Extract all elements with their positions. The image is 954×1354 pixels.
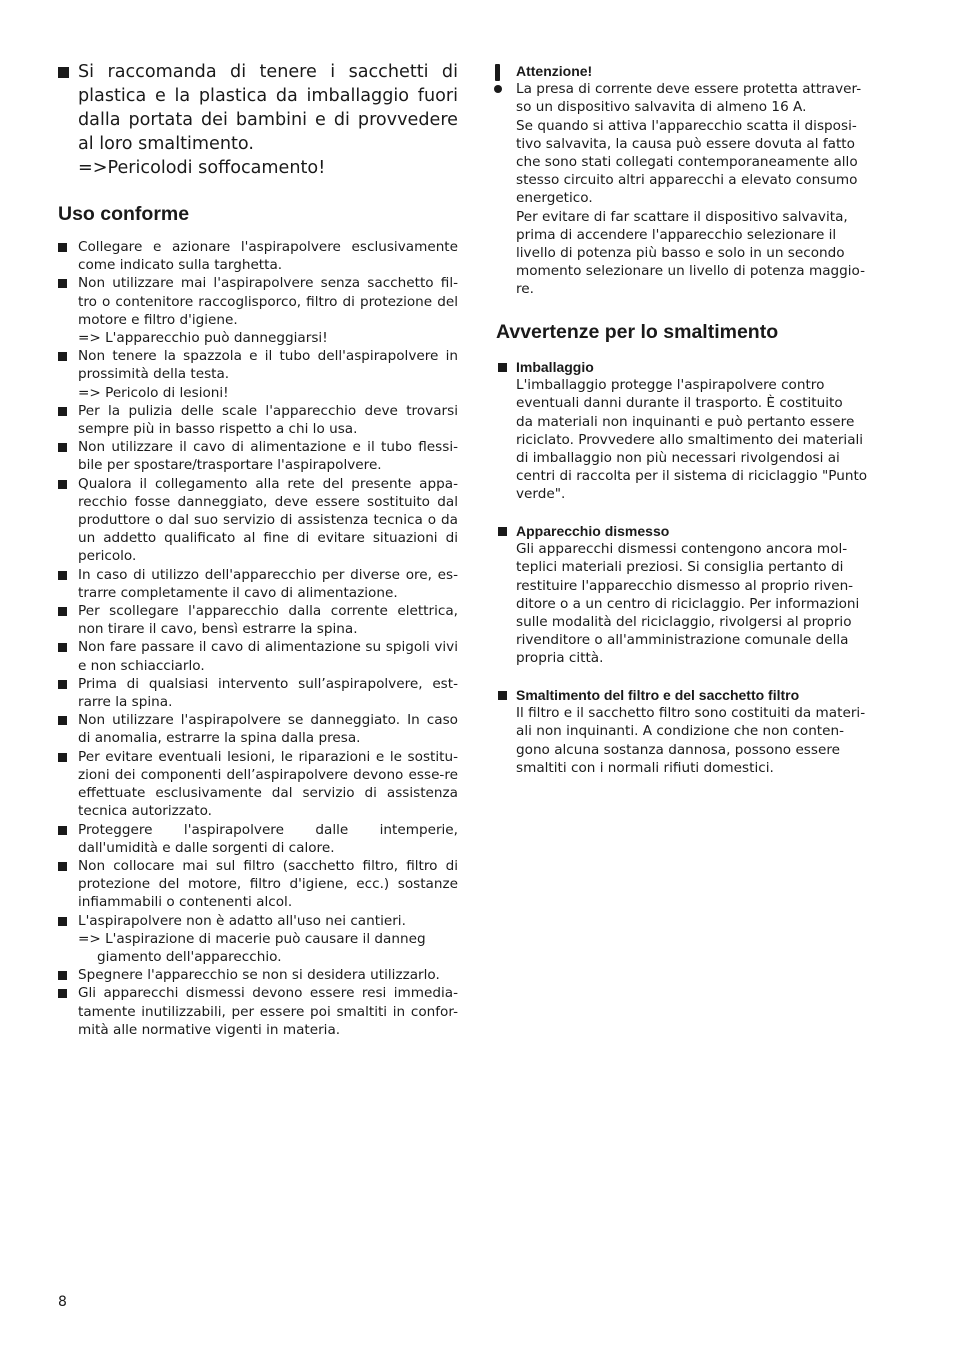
disposal-line: riciclato. Provvedere allo smaltimento dei materiali <box>516 431 864 448</box>
disposal-filter-text <box>496 704 896 777</box>
square-bullet-icon <box>58 917 67 926</box>
list-item <box>58 238 458 274</box>
list-item <box>58 274 458 347</box>
list-item-note: => Pericolo di lesioni! <box>78 384 229 401</box>
attention-line: che sono stati collegati contemporaneamente allo <box>516 154 858 171</box>
attention-line: La presa di corrente deve essere protetta attraver- <box>516 81 862 98</box>
disposal-line: teplici materiali preziosi. Si consiglia pertanto di <box>516 559 844 576</box>
exclamation-icon <box>490 64 506 96</box>
list-item-text: Qualora il collegamento alla rete del presente appa-recchio fosse danneggiato, deve essere sostituito dal produttore o dal suo servizio di assistenza tecnica o da un addetto qualificato al fine di evitare situazioni di pericolo. <box>78 475 458 565</box>
square-bullet-icon <box>58 243 67 252</box>
attention-line: prima di accendere l'apparecchio selezionare il <box>516 226 837 243</box>
disposal-old-appliance-title: Apparecchio dismesso <box>516 523 670 539</box>
list-item <box>58 912 458 967</box>
intro-text: Si raccomanda di tenere i sacchetti di plastica e la plastica da imballaggio fuori dalla portata dei bambini e di provvedere al loro smaltimento. <box>78 62 458 154</box>
intro-warning <box>58 60 458 180</box>
list-item <box>58 638 458 674</box>
list-item <box>58 402 458 438</box>
disposal-line: ditore o a un centro di riciclaggio. Per informazioni <box>516 595 860 612</box>
square-bullet-icon <box>58 826 67 835</box>
square-bullet-icon <box>58 680 67 689</box>
list-item <box>58 711 458 747</box>
disposal-line: smaltiti con i normali rifiuti domestici. <box>516 759 774 776</box>
square-bullet-icon <box>58 407 67 416</box>
list-item <box>58 748 458 821</box>
square-bullet-icon <box>58 571 67 580</box>
disposal-line: da materiali non inquinanti e può pertanto essere <box>516 413 855 430</box>
list-item-text: In caso di utilizzo dell'apparecchio per diverse ore, es-trarre completamente il cavo di alimentazione. <box>78 566 458 601</box>
attention-box <box>516 62 896 299</box>
list-item-note: giamento dell'apparecchio. <box>97 948 282 965</box>
square-bullet-icon <box>58 67 69 78</box>
disposal-packaging-text <box>496 376 896 503</box>
list-item-note: => L'aspirazione di macerie può causare il danneg <box>78 930 426 947</box>
attention-line: stesso circuito altri apparecchi a elevato consumo <box>516 172 858 189</box>
intro-suffocation-note: =>Pericolodi soffocamento! <box>78 158 326 178</box>
disposal-line: eventuali danni durante il trasporto. È costituito <box>516 395 843 412</box>
disposal-line: centri di raccolta per il sistema di riciclaggio "Punto <box>516 468 868 485</box>
disposal-line: gono alcuna sostanza dannosa, possono essere <box>516 741 840 758</box>
list-item <box>58 347 458 402</box>
list-item-text: Non collocare mai sul filtro (sacchetto filtro, filtro di protezione del motore, filtro d'igiene, ecc.) sostanze infiammabili o contenenti alcol. <box>78 857 458 911</box>
attention-line: tivo salvavita, la causa può essere dovuta al fatto <box>516 135 855 152</box>
attention-line: momento selezionare un livello di potenza maggio- <box>516 263 866 280</box>
list-item-text: Non tenere la spazzola e il tubo dell'aspirapolvere in prossimità della testa. <box>78 348 458 383</box>
attention-title: Attenzione! <box>516 63 593 79</box>
list-item <box>58 966 458 984</box>
disposal-old-appliance-text <box>496 540 896 667</box>
list-item-text: Prima di qualsiasi intervento sull’aspirapolvere, est-rarre la spina. <box>78 675 458 711</box>
list-item-text: L'aspirapolvere non è adatto all'uso nei cantieri. <box>78 912 406 929</box>
attention-line: Per evitare di far scattare il dispositivo salvavita, <box>516 208 848 225</box>
disposal-line: sulle modalità del riciclaggio, rivolgersi al proprio <box>516 614 852 631</box>
list-item-text: Non fare passare il cavo di alimentazione su spigoli vivi e non schiacciarlo. <box>78 639 458 674</box>
disposal-line: verde". <box>516 486 566 503</box>
attention-line: so un dispositivo salvavita di almeno 16 A. <box>516 99 807 116</box>
section-heading-uso-conforme: Uso conforme <box>58 203 190 225</box>
list-item <box>58 857 458 912</box>
list-item-text: Collegare e azionare l'aspirapolvere esclusivamente come indicato sulla targhetta. <box>78 239 458 274</box>
list-item <box>58 602 458 638</box>
disposal-line: ali non inquinanti. A condizione che non conten- <box>516 723 845 740</box>
disposal-line: L'imballaggio protegge l'aspirapolvere contro <box>516 377 825 394</box>
list-item <box>58 675 458 711</box>
list-item <box>58 821 458 857</box>
disposal-filter <box>496 686 896 777</box>
square-bullet-icon <box>58 279 67 288</box>
square-bullet-icon <box>498 363 507 372</box>
disposal-filter-title: Smaltimento del filtro e del sacchetto filtro <box>516 687 800 703</box>
square-bullet-icon <box>498 691 507 700</box>
attention-line: livello di potenza più basso e solo in un secondo <box>516 245 845 262</box>
disposal-line: propria città. <box>516 650 604 667</box>
section-heading-smaltimento: Avvertenze per lo smaltimento <box>496 321 779 343</box>
list-item-text: Per la pulizia delle scale l'apparecchio deve trovarsi sempre più in basso rispetto a chi lo usa. <box>78 402 458 438</box>
square-bullet-icon <box>58 989 67 998</box>
square-bullet-icon <box>58 352 67 361</box>
list-item-note: => L'apparecchio può danneggiarsi! <box>78 330 328 347</box>
list-item-text: Gli apparecchi dismessi devono essere resi immedia-tamente inutilizzabili, per essere poi smaltiti in confor-mità alle normative vigenti in materia. <box>78 985 458 1038</box>
list-item <box>58 475 458 566</box>
square-bullet-icon <box>58 753 67 762</box>
uso-conforme-list <box>58 238 458 1039</box>
list-item-text: Spegnere l'apparecchio se non si desidera utilizzarlo. <box>78 967 440 984</box>
square-bullet-icon <box>58 643 67 652</box>
square-bullet-icon <box>58 607 67 616</box>
list-item <box>58 984 458 1039</box>
disposal-packaging <box>496 358 896 504</box>
square-bullet-icon <box>58 971 67 980</box>
list-item-text: Proteggere l'aspirapolvere dalle intemperie, dall'umidità e dalle sorgenti di calore. <box>78 821 458 856</box>
page-number: 8 <box>58 1294 67 1310</box>
list-item <box>58 566 458 602</box>
attention-text <box>516 80 896 298</box>
list-item-text: Per evitare eventuali lesioni, le riparazioni e le sostitu-zioni dei componenti dell’aspirapolvere devono esse-re effettuate esclusivamente dal servizio di assistenza tecnica autorizzato. <box>78 748 458 820</box>
square-bullet-icon <box>58 443 67 452</box>
square-bullet-icon <box>58 716 67 725</box>
square-bullet-icon <box>58 862 67 871</box>
disposal-old-appliance <box>496 522 896 668</box>
disposal-line: restituire l'apparecchio dismesso al proprio riven- <box>516 577 854 594</box>
disposal-packaging-title: Imballaggio <box>516 359 594 375</box>
list-item-text: Non utilizzare mai l'aspirapolvere senza sacchetto fil-tro o contenitore raccoglisporco, filtro di protezione del motore e filtro d'igiene. <box>78 275 458 328</box>
attention-line: re. <box>516 281 534 298</box>
intro-item <box>58 60 458 156</box>
square-bullet-icon <box>58 480 67 489</box>
attention-line: Se quando si attiva l'apparecchio scatta il disposi- <box>516 117 857 134</box>
disposal-line: di imballaggio non più necessari rivolgendosi ai <box>516 450 840 467</box>
list-item <box>58 438 458 474</box>
disposal-line: Il filtro e il sacchetto filtro sono costituiti da materi- <box>516 705 866 722</box>
disposal-line: rivenditore o all'amministrazione comunale della <box>516 632 849 649</box>
list-item-text: Non utilizzare l'aspirapolvere se danneggiato. In caso di anomalia, estrarre la spina dalla presa. <box>78 712 458 747</box>
square-bullet-icon <box>498 527 507 536</box>
attention-line: energetico. <box>516 190 593 207</box>
list-item-text: Per scollegare l'apparecchio dalla corrente elettrica, non tirare il cavo, bensì estrarre la spina. <box>78 603 458 638</box>
disposal-line: Gli apparecchi dismessi contengono ancora mol- <box>516 541 848 558</box>
list-item-text: Non utilizzare il cavo di alimentazione e il tubo flessi-bile per spostare/trasportare l'aspirapolvere. <box>78 439 458 474</box>
